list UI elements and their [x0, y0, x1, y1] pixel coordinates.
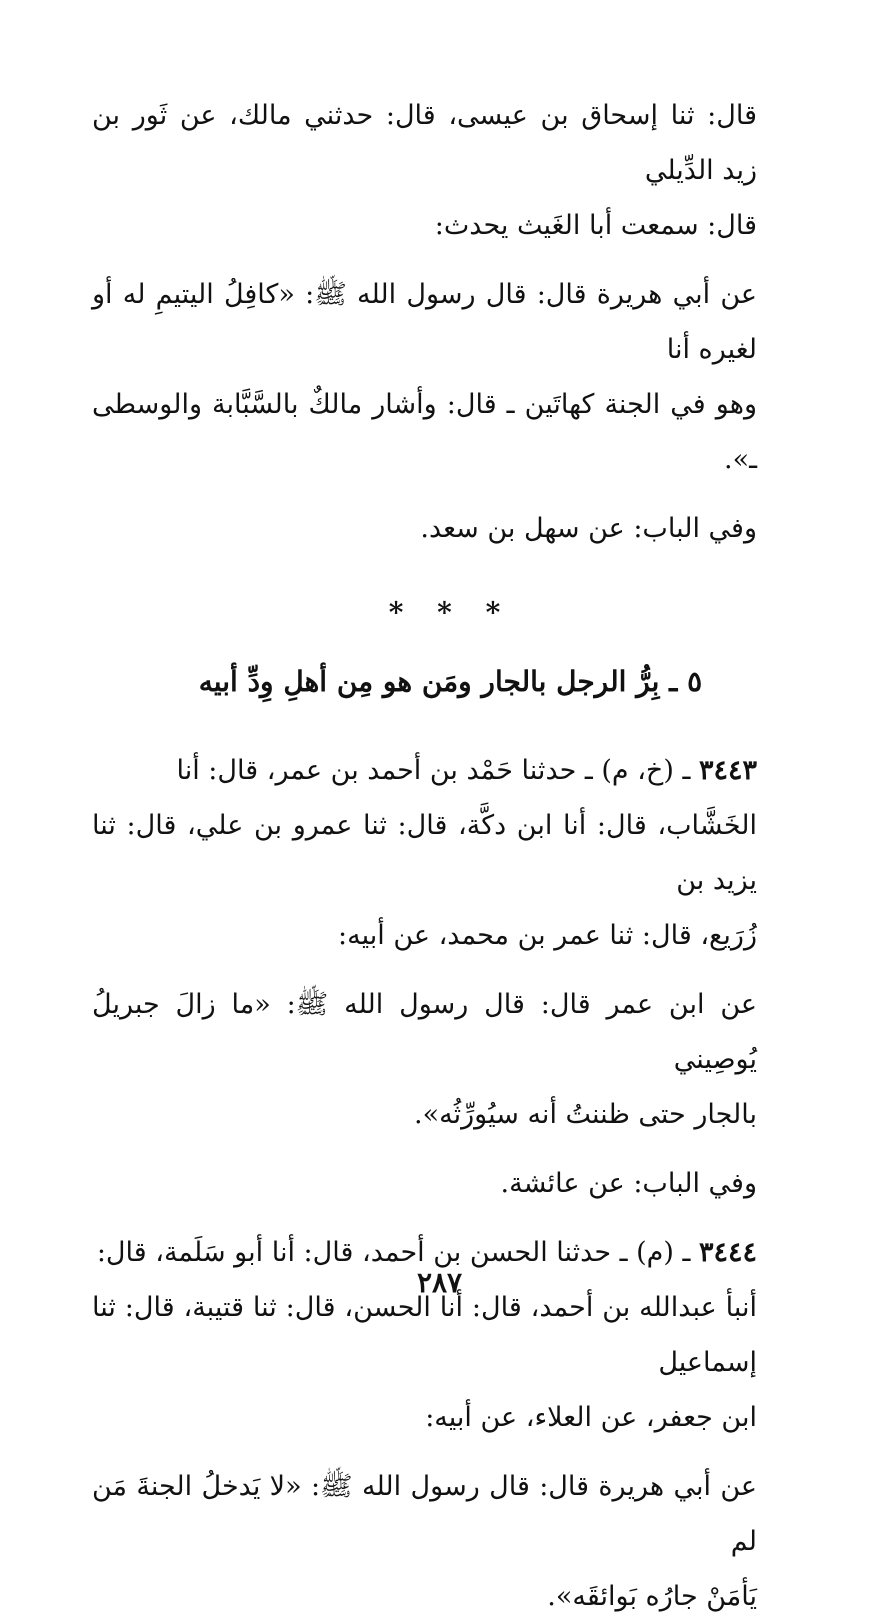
- text-line: [92, 743, 757, 798]
- chapter-heading: ٥ ـ بِرُّ الرجل بالجار ومَن هو مِن أهلِ وِدِّ أبيه: [198, 665, 703, 698]
- hadith-3443-text: [92, 977, 809, 1142]
- isnad-continuation: [92, 88, 809, 253]
- page-number: ٢٨٧: [416, 1266, 463, 1299]
- text-line: قال: ثنا إسحاق بن عيسى، قال: حدثني مالك، عن ثَور بن زيد الدِّيلي: [92, 100, 757, 186]
- text-line: وهو في الجنة كهاتَين ـ قال: وأشار مالكٌ بالسَّبَّابة والوسطى ـ».: [92, 389, 757, 475]
- hadith-3444-isnad: [92, 1225, 809, 1445]
- text-line: الخَشَّاب، قال: أنا ابن دكَّة، قال: ثنا عمرو بن علي، قال: ثنا يزيد بن: [92, 810, 757, 896]
- text-line: وفي الباب: عن سهل بن سعد.: [420, 513, 757, 544]
- hadith-number: ٣٤٤٣: [698, 755, 757, 786]
- text-line: وفي الباب: عن عائشة.: [500, 1168, 757, 1199]
- text-line: عن أبي هريرة قال: قال رسول الله ﷺ: «كافِلُ اليتيمِ له أو لغيره أنا: [92, 279, 757, 365]
- text-segment: ـ (خ، م) ـ حدثنا حَمْد بن أحمد بن عمر، قال: أنا: [176, 755, 691, 786]
- chapter-note: [92, 501, 809, 556]
- hadith-3443-isnad: [92, 743, 809, 963]
- text-line: عن أبي هريرة قال: قال رسول الله ﷺ: «لا يَدخلُ الجنةَ مَن لم: [92, 1471, 757, 1557]
- text-line: بالجار حتى ظننتُ أنه سيُورِّثُه».: [414, 1099, 757, 1130]
- text-line: يَأمَنْ جارُه بَوائقَه».: [547, 1581, 757, 1612]
- hadith-number: ٣٤٤٤: [698, 1237, 757, 1268]
- text-line: عن ابن عمر قال: قال رسول الله ﷺ: «ما زالَ جبريلُ يُوصِيني: [92, 989, 757, 1075]
- hadith-text: [92, 267, 809, 487]
- text-segment: ـ (م) ـ حدثنا الحسن بن أحمد، قال: أنا أبو سَلَمة، قال:: [96, 1237, 691, 1268]
- text-line: قال: سمعت أبا الغَيث يحدث:: [434, 210, 757, 241]
- hadith-3443-note: [92, 1156, 809, 1211]
- text-line: زُرَيع، قال: ثنا عمر بن محمد، عن أبيه:: [338, 920, 757, 951]
- section-separator: * * *: [388, 596, 513, 629]
- text-line: أنبأ عبدالله بن أحمد، قال: أنا الحسن، قال: ثنا قتيبة، قال: ثنا إسماعيل: [92, 1292, 757, 1378]
- hadith-3444-text: [92, 1459, 809, 1624]
- text-line: ابن جعفر، عن العلاء، عن أبيه:: [425, 1402, 757, 1433]
